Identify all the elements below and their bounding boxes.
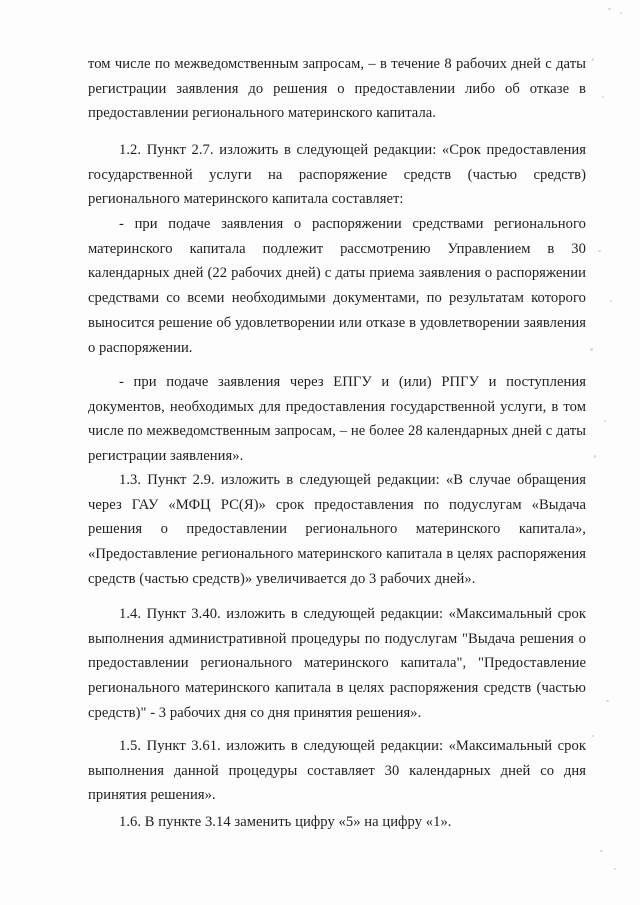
paragraph-1-6: 1.6. В пункте 3.14 заменить цифру «5» на цифру «1». (119, 814, 452, 830)
paragraph-1-3: 1.3. Пункт 2.9. изложить в следующей редакции: «В случае обращения через ГАУ «МФЦ РС(Я)» срок предоставления по подуслугам «Выдача решения о предоставлении регионального материнского капитала», «Предоставление регионального материнского капитала в целях распоряжения средств (частью средств)» увеличивается до 3 рабочих дней». (88, 472, 586, 587)
paragraph-1-4: 1.4. Пункт 3.40. изложить в следующей редакции: «Максимальный срок выполнения административной процедуры по подуслугам "Выдача решения о предоставлении регионального материнского капитала", "Предоставление регионального материнского капитала в целях распоряжения средств (частью средств)" - 3 рабочих дня со дня принятия решения». (88, 606, 586, 721)
scan-margin-noise (580, 0, 640, 905)
paragraph-1-2: 1.2. Пункт 2.7. изложить в следующей редакции: «Срок предоставления государственной услуги на распоряжение средств (частью средств) регионального материнского капитала составляет: (88, 142, 586, 208)
paragraph-epgu-rpgu: - при подаче заявления через ЕПГУ и (или) РПГУ и поступления документов, необходимых для предоставления государственной услуги, в том числе по межведомственным запросам, – не более 28 календарных дней с даты регистрации заявления». (88, 374, 586, 465)
paragraph-1-5: 1.5. Пункт 3.61. изложить в следующей редакции: «Максимальный срок выполнения данной процедуры составляет 30 календарных дней со дня принятия решения». (88, 738, 586, 804)
paragraph-continuation: том числе по межведомственным запросам, – в течение 8 рабочих дней с даты регистрации заявления до решения о предоставлении либо об отказе в предоставлении регионального материнского капитала. (88, 56, 586, 122)
paragraph-distribution-application: - при подаче заявления о распоряжении средствами регионального материнского капитала подлежит рассмотрению Управлением в 30 календарных дней (22 рабочих дней) с даты приема заявления о распоряжении средствами со всеми необходимыми документами, по результатам которого выносится решение об удовлетворении или отказе в удовлетворении заявления о распоряжении. (88, 216, 586, 356)
